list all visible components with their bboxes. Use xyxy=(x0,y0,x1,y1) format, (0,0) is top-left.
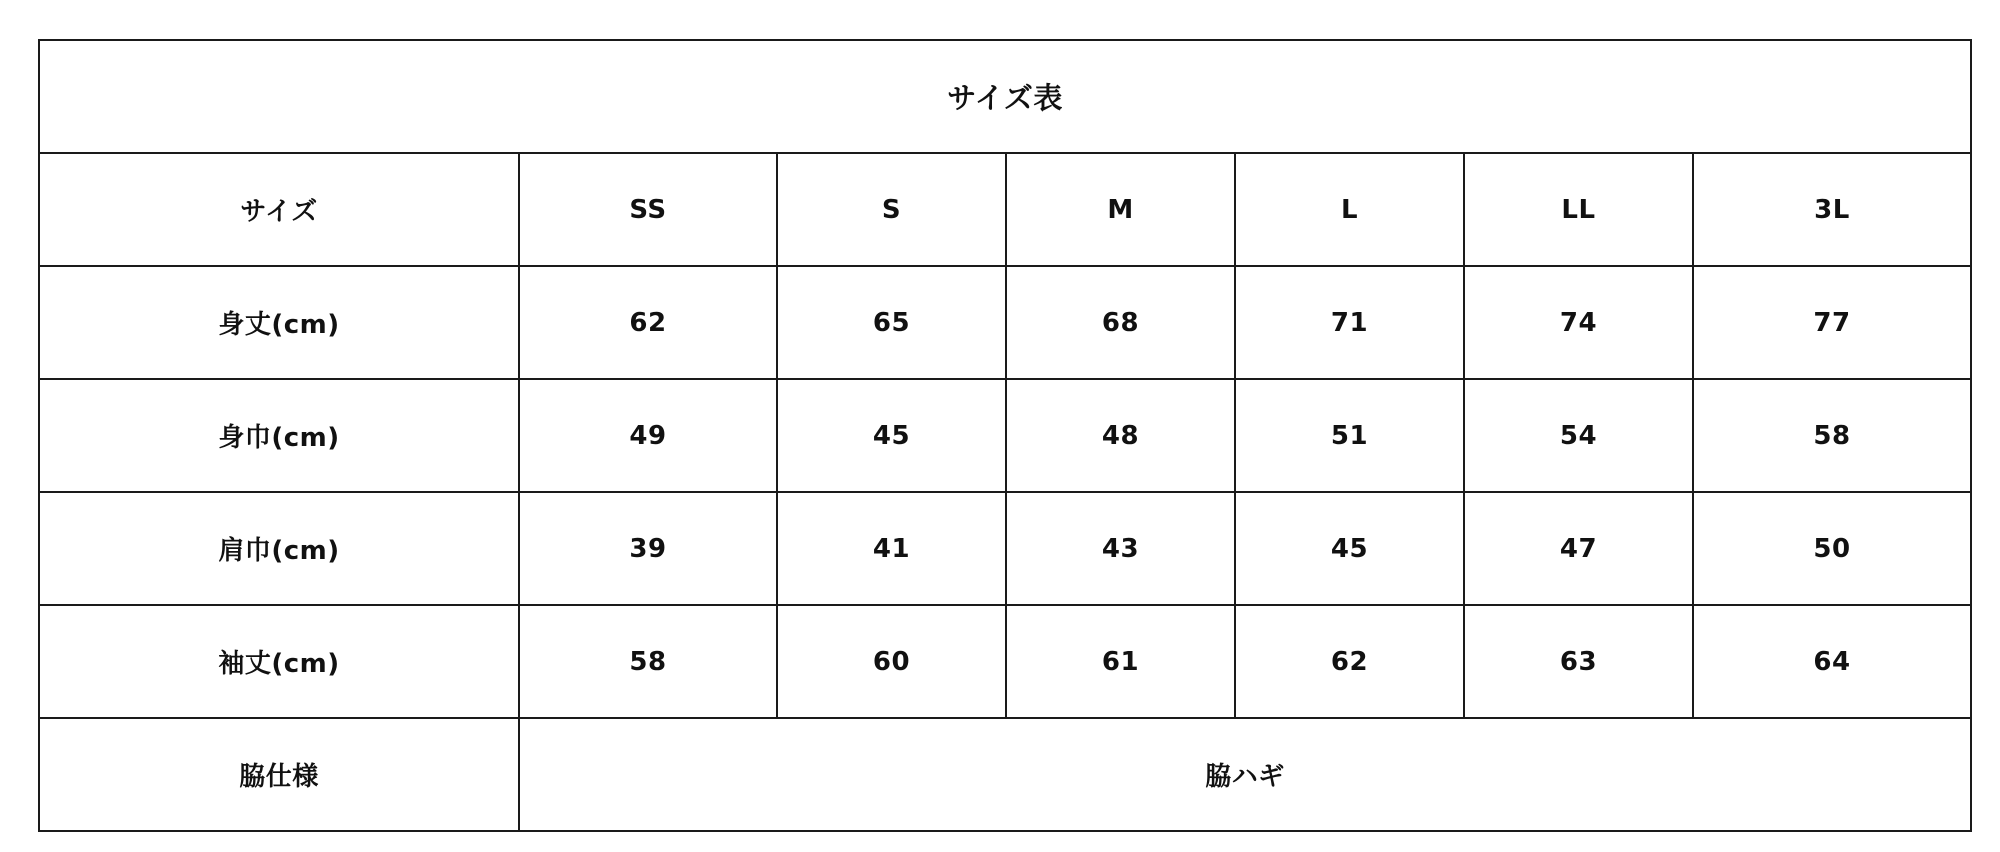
table-cell: 48 xyxy=(1006,379,1235,492)
table-cell: 63 xyxy=(1464,605,1693,718)
row-label: 身巾(cm) xyxy=(39,379,519,492)
table-cell: 50 xyxy=(1693,492,1971,605)
row-label: 肩巾(cm) xyxy=(39,492,519,605)
table-cell: 39 xyxy=(519,492,777,605)
table-cell: 43 xyxy=(1006,492,1235,605)
table-cell: 62 xyxy=(519,266,777,379)
table-row xyxy=(39,492,1971,605)
table-cell: 68 xyxy=(1006,266,1235,379)
footer-value: 脇ハギ xyxy=(519,718,1971,831)
table-row xyxy=(39,379,1971,492)
footer-label: 脇仕様 xyxy=(39,718,519,831)
table-cell: 62 xyxy=(1235,605,1464,718)
table-cell: 47 xyxy=(1464,492,1693,605)
footer-row xyxy=(39,718,1971,831)
table-cell: 61 xyxy=(1006,605,1235,718)
table-cell: 51 xyxy=(1235,379,1464,492)
table-cell: 71 xyxy=(1235,266,1464,379)
title-row xyxy=(39,40,1971,153)
table-cell: 58 xyxy=(519,605,777,718)
table-cell: 45 xyxy=(1235,492,1464,605)
size-header-cell: L xyxy=(1235,153,1464,266)
table-cell: 74 xyxy=(1464,266,1693,379)
table-cell: 65 xyxy=(777,266,1006,379)
table-cell: 45 xyxy=(777,379,1006,492)
table-title: サイズ表 xyxy=(39,40,1971,153)
table-row xyxy=(39,605,1971,718)
table-cell: 64 xyxy=(1693,605,1971,718)
row-label: 袖丈(cm) xyxy=(39,605,519,718)
size-table xyxy=(38,39,1972,832)
size-header-cell: S xyxy=(777,153,1006,266)
table-cell: 49 xyxy=(519,379,777,492)
size-header-cell: LL xyxy=(1464,153,1693,266)
size-header-cell: SS xyxy=(519,153,777,266)
table-cell: 41 xyxy=(777,492,1006,605)
table-row xyxy=(39,266,1971,379)
table-cell: 58 xyxy=(1693,379,1971,492)
size-header-row xyxy=(39,153,1971,266)
table-cell: 60 xyxy=(777,605,1006,718)
header-label: サイズ xyxy=(39,153,519,266)
row-label: 身丈(cm) xyxy=(39,266,519,379)
size-header-cell: M xyxy=(1006,153,1235,266)
table-cell: 54 xyxy=(1464,379,1693,492)
table-cell: 77 xyxy=(1693,266,1971,379)
size-header-cell: 3L xyxy=(1693,153,1971,266)
